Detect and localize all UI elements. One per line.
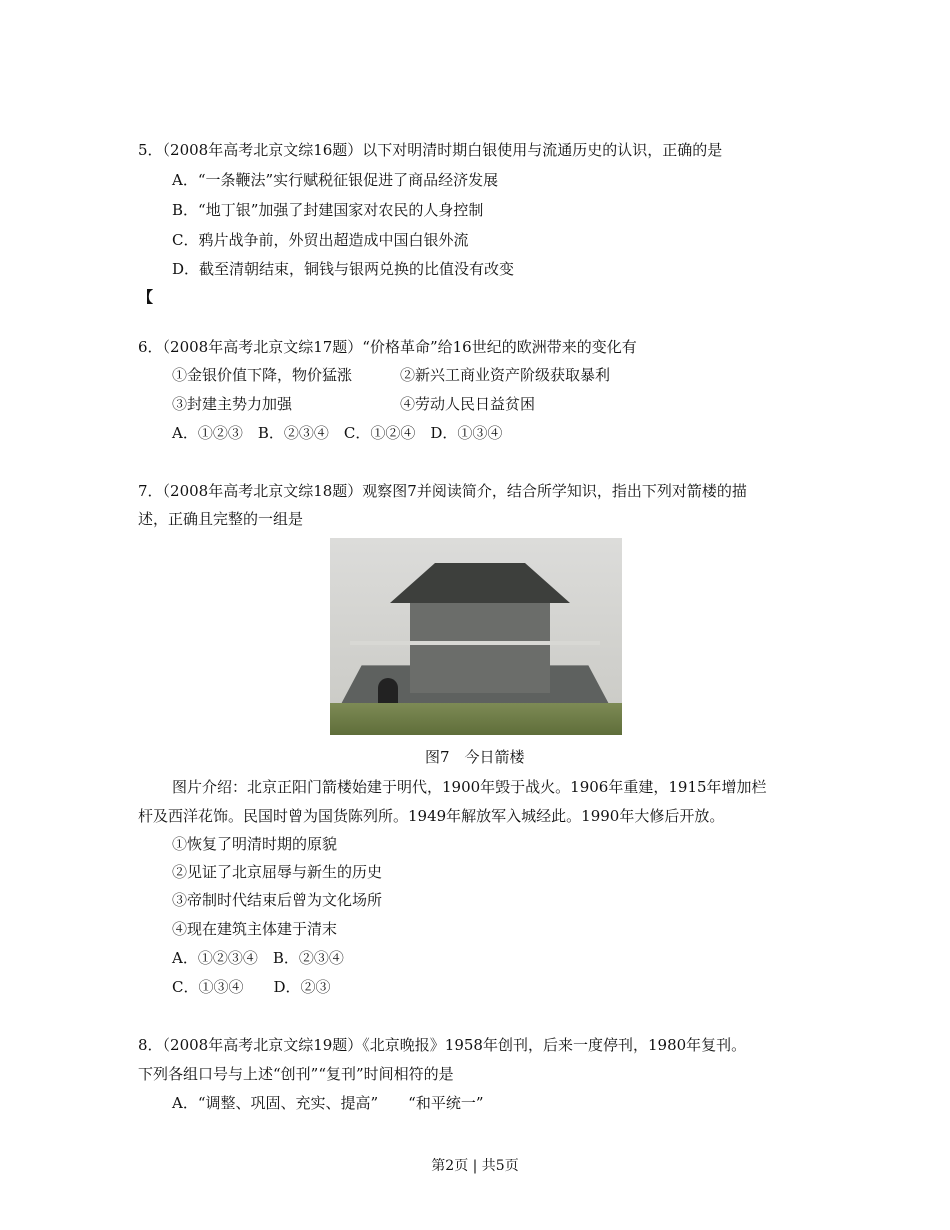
arrow-tower-photo	[330, 538, 622, 735]
q5-option-d: D．截至清朝结束，铜钱与银两兑换的比值没有改变	[172, 260, 515, 278]
q7-intro-line1: 图片介绍：北京正阳门箭楼始建于明代，1900年毁于战火。1906年重建，1915年增加栏	[172, 778, 767, 796]
q8-stem-line1: 8．（2008年高考北京文综19题）《北京晚报》1958年创刊，后来一度停刊，1980年复刊。	[138, 1036, 747, 1054]
figure-caption: 图7 今日箭楼	[425, 748, 525, 766]
q7-item-2: ②见证了北京屈辱与新生的历史	[172, 863, 383, 881]
q8-option-a: A．“调整、巩固、充实、提高” “和平统一”	[172, 1094, 484, 1112]
q7-stem-line2: 述，正确且完整的一组是	[138, 510, 304, 528]
q7-options-cd: C．①③④ D．②③	[172, 978, 331, 996]
q6-stem: 6．（2008年高考北京文综17题）“价格革命”给16世纪的欧洲带来的变化有	[138, 338, 637, 356]
q7-options-ab: A．①②③④ B．②③④	[172, 949, 344, 967]
answer-bracket: 【	[138, 288, 154, 306]
q7-stem-line1: 7．（2008年高考北京文综18题）观察图7并阅读简介，结合所学知识，指出下列对箭楼的描	[138, 482, 747, 500]
page-footer: 第2页 | 共5页	[431, 1158, 519, 1174]
q8-stem-line2: 下列各组口号与上述“创刊”“复刊”时间相符的是	[138, 1065, 454, 1083]
q7-item-4: ④现在建筑主体建于清末	[172, 920, 338, 938]
q5-option-a: A．“一条鞭法”实行赋税征银促进了商品经济发展	[172, 171, 499, 189]
q7-item-3: ③帝制时代结束后曾为文化场所	[172, 891, 383, 909]
q6-item-3: ③封建主势力加强	[172, 395, 293, 413]
q5-stem: 5．（2008年高考北京文综16题）以下对明清时期白银使用与流通历史的认识，正确的是	[138, 141, 723, 159]
q5-option-b: B．“地丁银”加强了封建国家对农民的人身控制	[172, 201, 484, 219]
q7-item-1: ①恢复了明清时期的原貌	[172, 835, 338, 853]
q6-options: A．①②③ B．②③④ C．①②④ D．①③④	[172, 424, 503, 442]
q5-option-c: C．鸦片战争前，外贸出超造成中国白银外流	[172, 231, 469, 249]
q6-item-2: ②新兴工商业资产阶级获取暴利	[400, 366, 611, 384]
q6-item-1: ①金银价值下降，物价猛涨	[172, 366, 353, 384]
q6-item-4: ④劳动人民日益贫困	[400, 395, 536, 413]
q7-intro-line2: 杆及西洋花饰。民国时曾为国货陈列所。1949年解放军入城经此。1990年大修后开放。	[138, 807, 725, 825]
